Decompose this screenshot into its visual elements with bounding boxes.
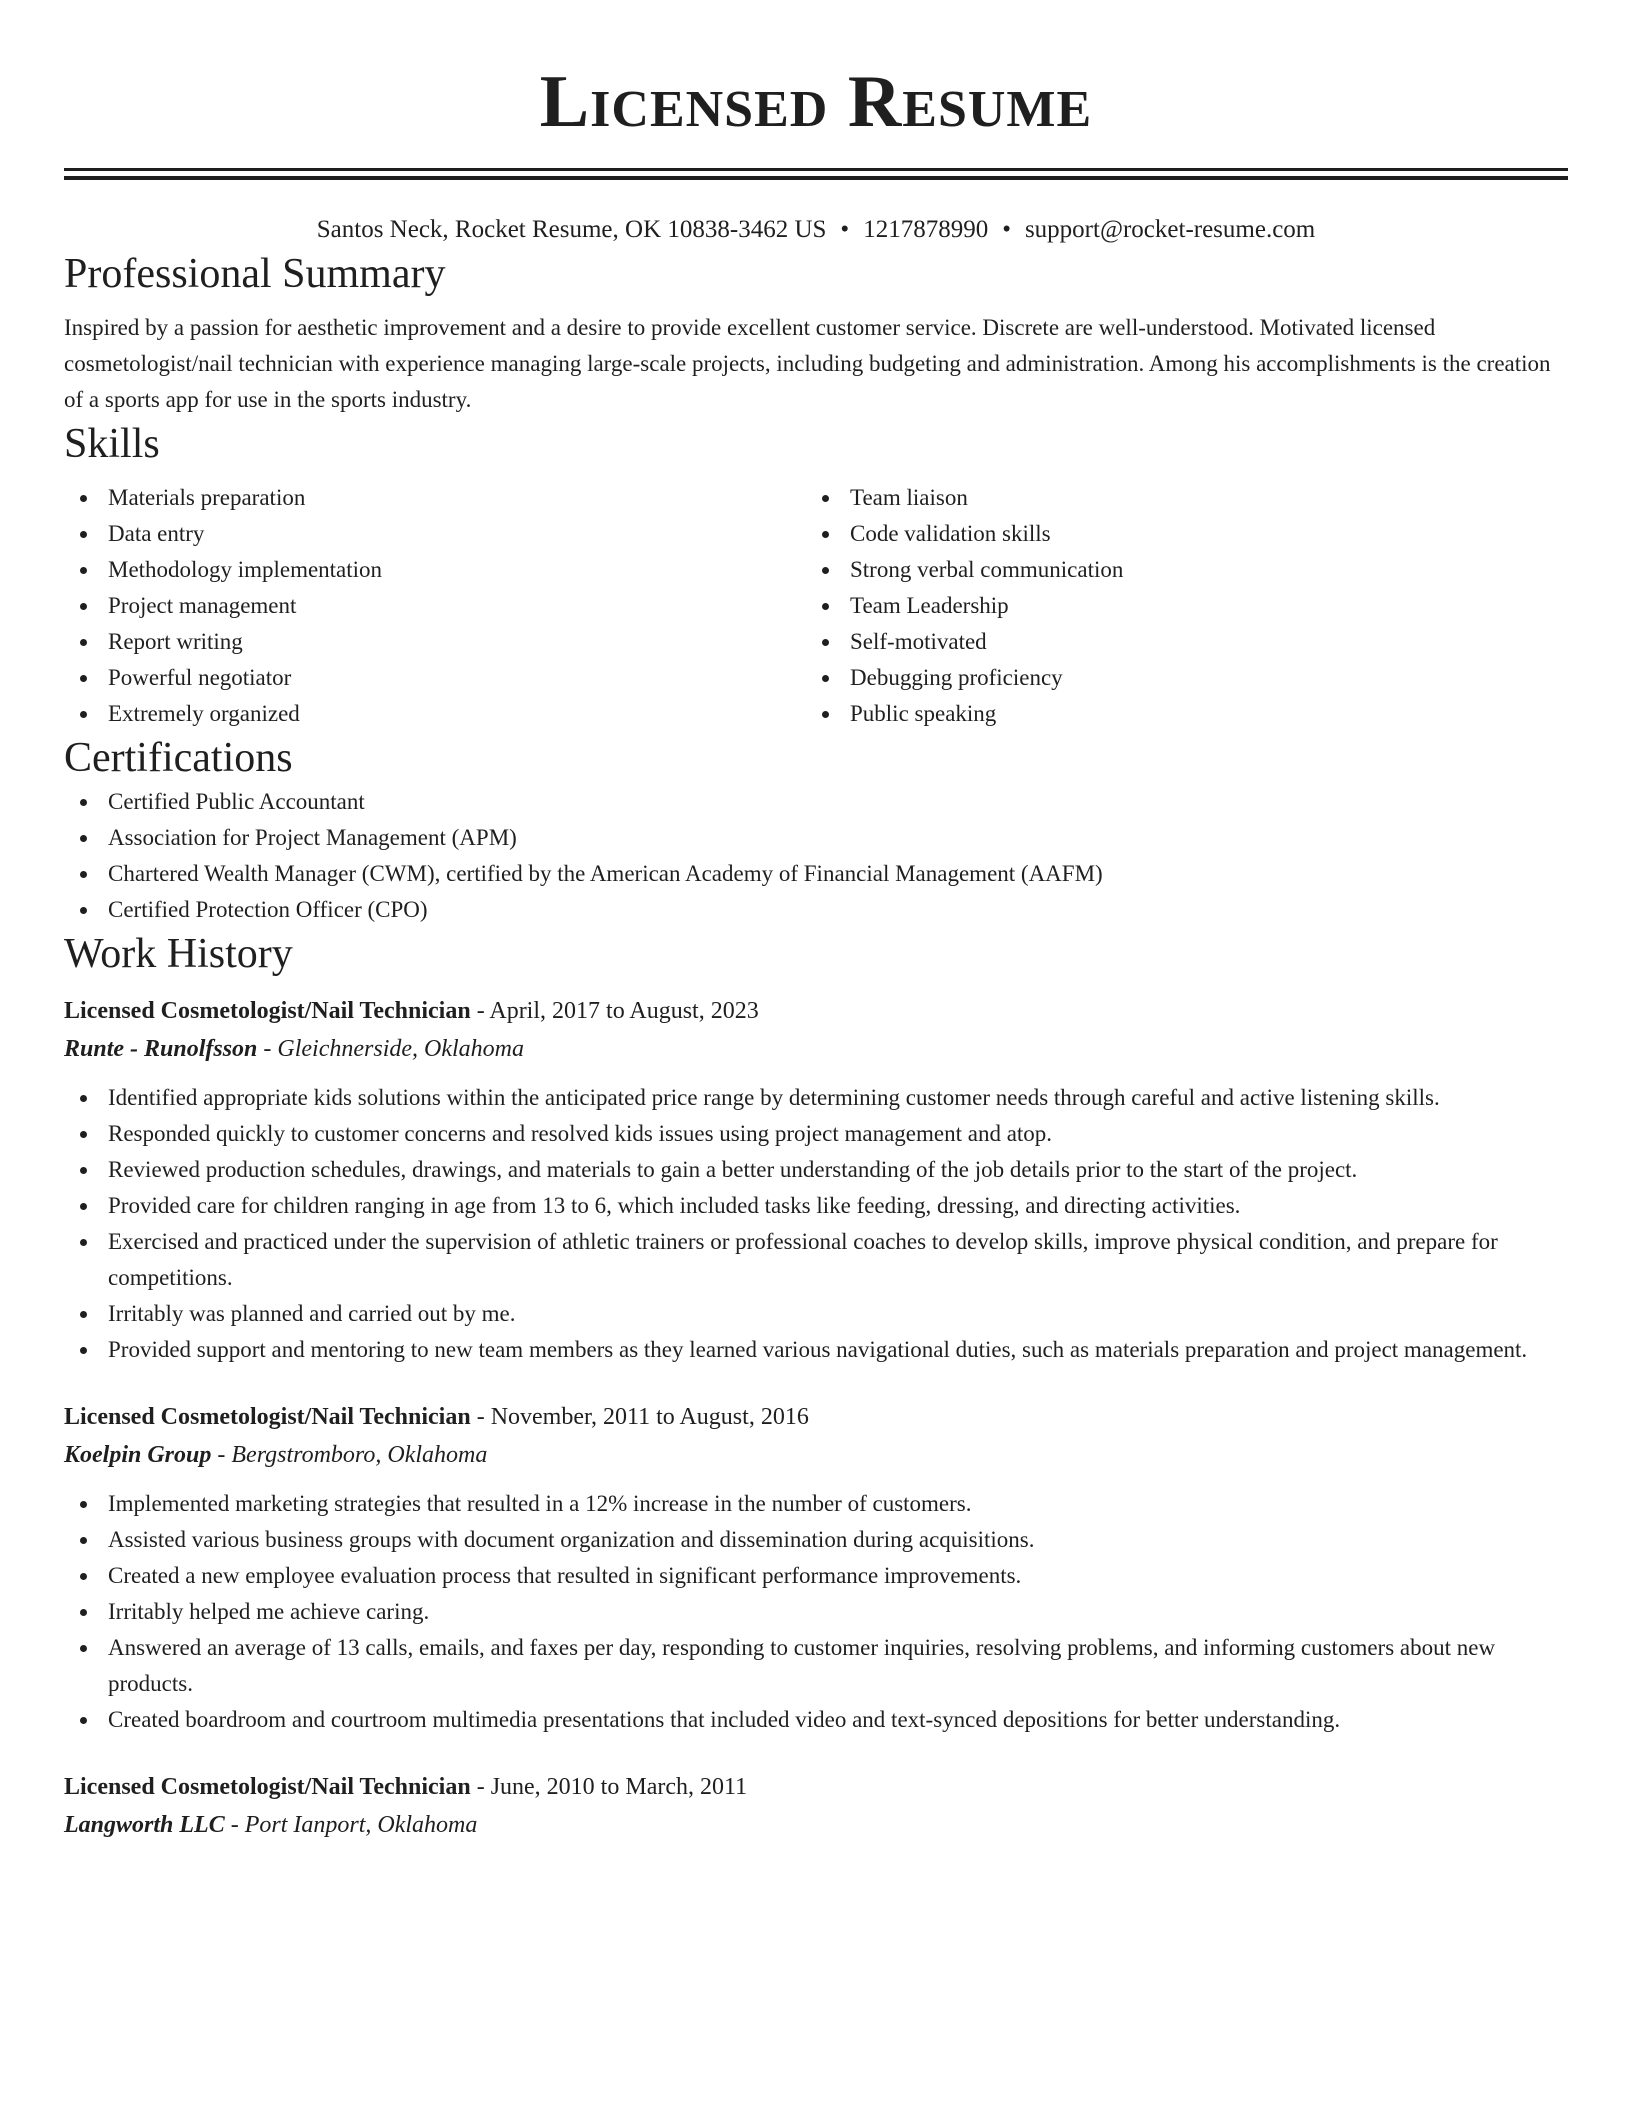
skills-heading: Skills	[64, 421, 160, 467]
job-company-line: Runte - Runolfsson - Gleichnerside, Oklahoma	[64, 1036, 525, 1062]
job-duty: Implemented marketing strategies that resulted in a 12% increase in the number of customers.	[64, 1486, 1568, 1522]
job-duty: Provided support and mentoring to new team members as they learned various navigational duties, such as materials preparation and project management.	[64, 1332, 1568, 1368]
skill-item: Report writing	[64, 624, 806, 660]
skill-item: Strong verbal communication	[806, 552, 1548, 588]
job-company-line: Koelpin Group - Bergstromboro, Oklahoma	[64, 1442, 488, 1468]
job-duty: Created a new employee evaluation process that resulted in significant performance improvements.	[64, 1558, 1568, 1594]
job-entry	[64, 1398, 1568, 1738]
job-title-line: Licensed Cosmetologist/Nail Technician - November, 2011 to August, 2016	[64, 1404, 809, 1430]
job-duty: Irritably helped me achieve caring.	[64, 1594, 1568, 1630]
certification-item: Certified Protection Officer (CPO)	[64, 892, 1568, 928]
job-duties	[64, 1486, 1568, 1738]
skill-item: Public speaking	[806, 696, 1548, 732]
skill-item: Methodology implementation	[64, 552, 806, 588]
certification-item: Chartered Wealth Manager (CWM), certified by the American Academy of Financial Management (AAFM)	[64, 856, 1568, 892]
skill-item: Project management	[64, 588, 806, 624]
job-company: Koelpin Group	[64, 1442, 212, 1468]
summary-heading: Professional Summary	[64, 251, 446, 297]
job-title-line: Licensed Cosmetologist/Nail Technician - April, 2017 to August, 2023	[64, 998, 759, 1024]
work-history-heading: Work History	[64, 931, 293, 977]
job-role: Licensed Cosmetologist/Nail Technician	[64, 998, 471, 1024]
skill-item: Materials preparation	[64, 480, 806, 516]
contact-phone: 1217878990	[863, 216, 989, 243]
skills-list-right	[806, 480, 1548, 732]
job-location: Gleichnerside, Oklahoma	[277, 1036, 525, 1062]
job-role: Licensed Cosmetologist/Nail Technician	[64, 1404, 471, 1430]
skill-item: Powerful negotiator	[64, 660, 806, 696]
contact-separator: •	[840, 216, 850, 243]
job-duty: Irritably was planned and carried out by me.	[64, 1296, 1568, 1332]
job-company: Runte - Runolfsson	[64, 1036, 258, 1062]
resume-page	[64, 0, 1568, 1844]
certifications-list	[64, 784, 1568, 928]
job-dates: June, 2010 to March, 2011	[490, 1774, 748, 1800]
job-duty: Answered an average of 13 calls, emails, and faxes per day, responding to customer inquiries, resolving problems, and informing customers about new products.	[64, 1630, 1568, 1702]
job-duty: Assisted various business groups with document organization and dissemination during acquisitions.	[64, 1522, 1568, 1558]
job-company-line: Langworth LLC - Port Ianport, Oklahoma	[64, 1812, 478, 1838]
job-title-line: Licensed Cosmetologist/Nail Technician - June, 2010 to March, 2011	[64, 1774, 748, 1800]
job-duty: Responded quickly to customer concerns and resolved kids issues using project management and atop.	[64, 1116, 1568, 1152]
summary-text: Inspired by a passion for aesthetic improvement and a desire to provide excellent customer service. Discrete are well-understood. Motivated licensed cosmetologist/nail technician with experience managing large-scale projects, including budgeting and administration. Among his accomplishments is the creation of a sports app for use in the sports industry.	[64, 315, 1551, 412]
skill-item: Team liaison	[806, 480, 1548, 516]
job-dates: April, 2017 to August, 2023	[489, 998, 759, 1024]
skill-item: Code validation skills	[806, 516, 1548, 552]
job-company: Langworth LLC	[64, 1812, 225, 1838]
job-location: Port Ianport, Oklahoma	[244, 1812, 478, 1838]
job-duty: Provided care for children ranging in age from 13 to 6, which included tasks like feeding, dressing, and directing activities.	[64, 1188, 1568, 1224]
contact-line	[64, 212, 1568, 248]
contact-email[interactable]: support@rocket-resume.com	[1024, 216, 1316, 243]
skill-item: Team Leadership	[806, 588, 1548, 624]
job-duties	[64, 1080, 1568, 1368]
title-divider	[64, 168, 1568, 180]
job-location: Bergstromboro, Oklahoma	[231, 1442, 488, 1468]
job-entry	[64, 992, 1568, 1368]
job-role: Licensed Cosmetologist/Nail Technician	[64, 1774, 471, 1800]
skills-columns	[64, 480, 1568, 732]
contact-address: Santos Neck, Rocket Resume, OK 10838-3462 US	[316, 216, 827, 243]
resume-title: Licensed Resume	[539, 61, 1093, 143]
job-dates: November, 2011 to August, 2016	[490, 1404, 809, 1430]
job-duty: Reviewed production schedules, drawings, and materials to gain a better understanding of the job details prior to the start of the project.	[64, 1152, 1568, 1188]
skills-list-left	[64, 480, 806, 732]
certification-item: Association for Project Management (APM)	[64, 820, 1568, 856]
job-duty: Identified appropriate kids solutions within the anticipated price range by determining customer needs through careful and active listening skills.	[64, 1080, 1568, 1116]
job-entry	[64, 1768, 1568, 1844]
contact-separator: •	[1002, 216, 1011, 243]
certifications-heading: Certifications	[64, 735, 293, 781]
skill-item: Data entry	[64, 516, 806, 552]
skill-item: Self-motivated	[806, 624, 1548, 660]
skill-item: Debugging proficiency	[806, 660, 1548, 696]
certification-item: Certified Public Accountant	[64, 784, 1568, 820]
skill-item: Extremely organized	[64, 696, 806, 732]
job-duty: Exercised and practiced under the supervision of athletic trainers or professional coaches to develop skills, improve physical condition, and prepare for competitions.	[64, 1224, 1568, 1296]
job-duty: Created boardroom and courtroom multimedia presentations that included video and text-synced depositions for better understanding.	[64, 1702, 1568, 1738]
